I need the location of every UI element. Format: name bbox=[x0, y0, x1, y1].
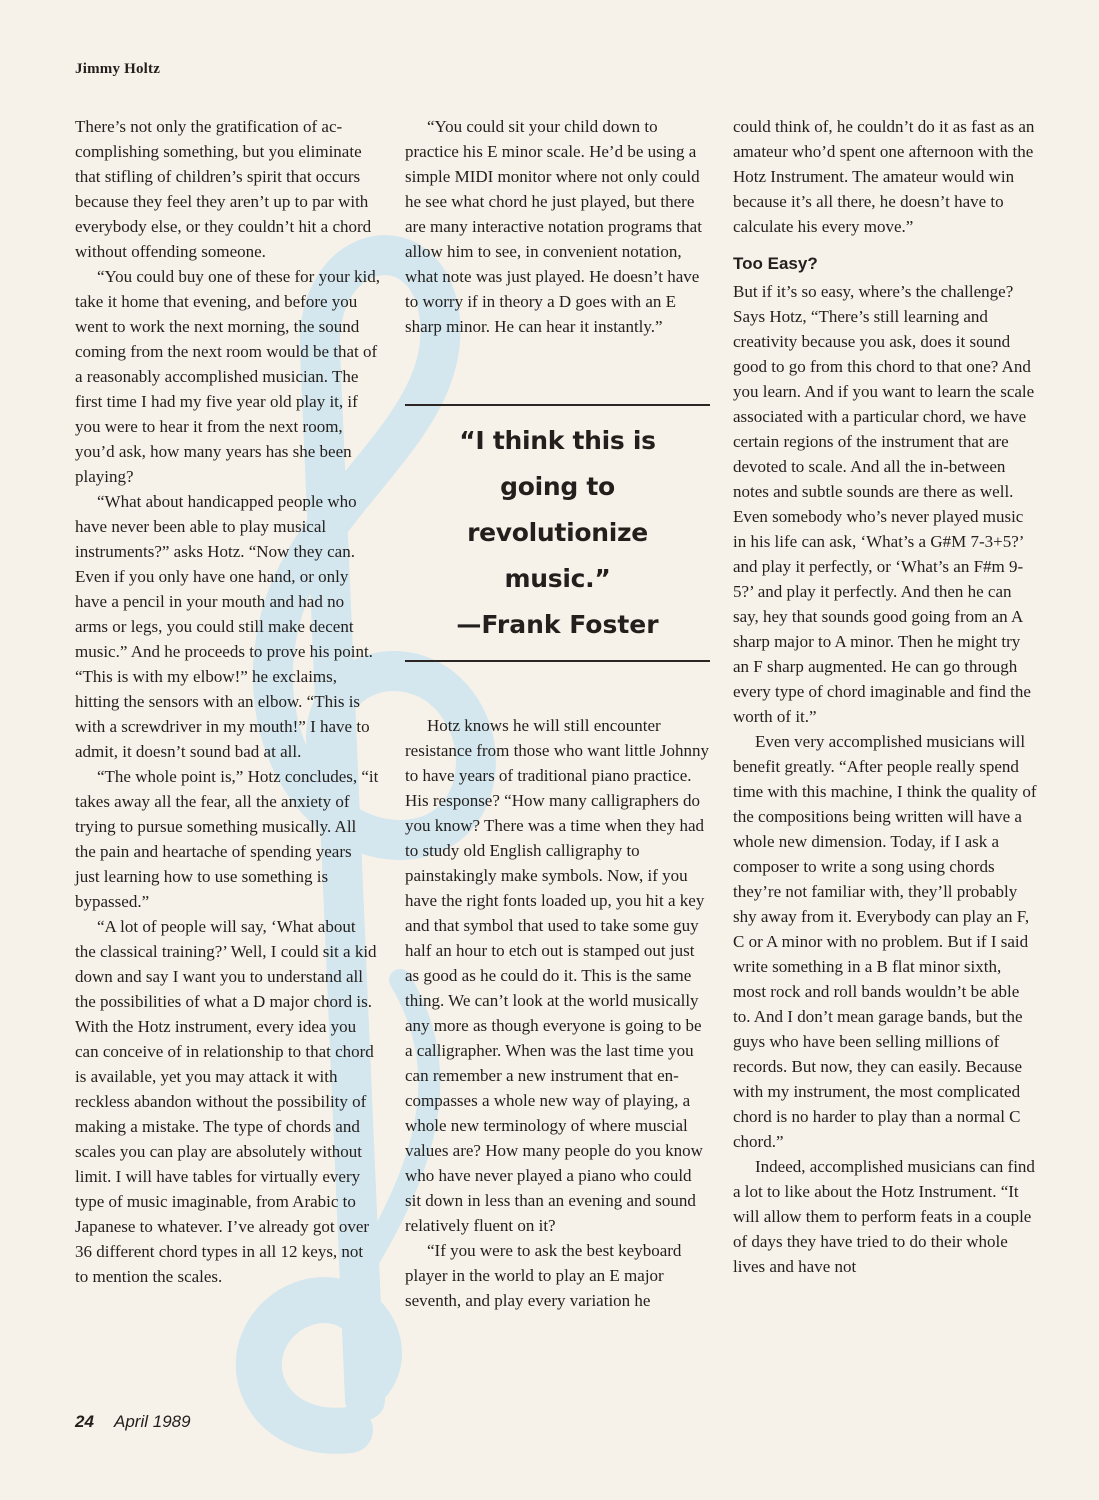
pull-quote-attribution: —Frank Foster bbox=[456, 610, 659, 639]
running-head: Jimmy Holtz bbox=[75, 61, 161, 77]
section-heading: Too Easy? bbox=[733, 254, 818, 273]
column-3 bbox=[733, 114, 1038, 1279]
paragraph: “You could buy one of these for your kid, take it home that evening, and before you went to work the next morning, the sound coming from the next room would be that of a reasonably accomplished musician. The first time I had my five year old play it, if you were to hear it from the next room, you’d ask, how many years has she been playing? bbox=[75, 267, 380, 486]
paragraph: “A lot of people will say, ‘What about the classical training?’ Well, I could sit a kid down and say I want you to understand all the possibilities of what a D major chord is. With the Hotz instrument, every idea you can conceive of in relationship to that chord is available, yet you may attack it with reckless abandon without the possibility of making a mistake. The type of chords and scales you can play are absolutely without limit. I will have tables for virtually every type of music imaginable, from Arabic to Japanese to whatever. I’ve already got over 36 different chord types in all 12 keys, not to mention the scales. bbox=[75, 917, 377, 1286]
issue-date: April 1989 bbox=[114, 1412, 191, 1431]
paragraph: “You could sit your child down to practice his E minor scale. He’d be using a simple MIDI monitor where not only could he see what chord he just played, but there are many interactive notation programs that allow him to see, in convenient notation, what note was just played. He doesn’t have to worry if in theory a D goes with an E sharp minor. He can hear it instantly.” bbox=[405, 117, 702, 336]
pull-quote-text: “I think this is going to revolutionize music.” bbox=[459, 426, 656, 593]
paragraph: “What about handicapped people who have never been able to play musical instruments?” asks Hotz. “Now they can. Even if you only have one hand, or only have a pencil in your mouth and had no arms or legs, you could still make decent music.” And he proceeds to prove his point. “This is with my elbow!” he exclaims, hitting the sensors with an elbow. “This is with a screwdriver in my mouth!” I have to admit, it doesn’t sound bad at all. bbox=[75, 492, 373, 761]
paragraph: Even very accomplished musicians will benefit greatly. “After people really spend time with this machine, I think the quality of the compositions being written will have a whole new dimension. Today, if I ask a composer to write a song using chords they’re not familiar with, they’ll probably shy away from it. Everybody can play an F, C or A minor with no problem. But if I said write something in a B flat minor sixth, most rock and roll bands wouldn’t be able to. And I don’t mean garage bands, but the guys who have been selling millions of records. But now, they can easily. Because with my instrument, the most complicated chord is no harder to play than a normal C chord.” bbox=[733, 732, 1037, 1151]
paragraph: Indeed, accomplished musicians can find a lot to like about the Hotz Instrument. “It will allow them to perform feats in a couple of days they have tried to do their whole lives and have not bbox=[733, 1157, 1035, 1276]
paragraph: But if it’s so easy, where’s the challenge? Says Hotz, “There’s still learning and creativity because you ask, does it sound good to go from this chord to that one? And you learn. And if you want to learn the scale associated with a particular chord, we have certain regions of the instrument that are devoted to scale. And all the in-between notes and subtle sounds are there as well. Even somebody who’s never played music in his life can ask, ‘What’s a G#M 7-3+5?’ and play it perfectly, or ‘What’s an F#m 9-5?’ and play it perfectly. And then he can say, hey that sounds good going from an A sharp major to A minor. Then he might try an F sharp augmented. He can go through every type of chord imaginable and find the worth of it.” bbox=[733, 282, 1035, 726]
column-2-top bbox=[405, 114, 710, 339]
pull-quote bbox=[405, 404, 710, 662]
paragraph: “The whole point is,” Hotz concludes, “it takes away all the fear, all the anxiety of trying to pursue something musically. All the pain and heartache of spending years just learning how to use something is bypassed.” bbox=[75, 767, 379, 911]
paragraph: Hotz knows he will still encounter resistance from those who want little Johnny to have years of traditional piano practice. His response? “How many calligraphers do you know? There was a time when they had to study old English calligraphy to painstakingly make symbols. Now, if you have the right fonts loaded up, you hit a key and that symbol that used to take some guy half an hour to etch out is stamped out just as good as he could do it. This is the same thing. We can’t look at the world musically any more as though everyone is going to be a calligrapher. When was the last time you can remember a new instrument that encompasses a whole new way of playing, a whole new terminology of where muscial values are? How many people do you know who have never played a piano who could sit down in less than an evening and sound relatively fluent on it? bbox=[405, 716, 710, 1235]
page-footer bbox=[75, 1412, 191, 1432]
page-number: 24 bbox=[75, 1412, 94, 1431]
paragraph-continued: could think of, he couldn’t do it as fast as an amateur who’d spent one afternoon with the Hotz Instrument. The amateur would win because it’s all there, he doesn’t have to calculate his every move.” bbox=[733, 117, 1035, 236]
column-1 bbox=[75, 114, 380, 1289]
column-2-bottom bbox=[405, 713, 710, 1313]
paragraph: “If you were to ask the best keyboard player in the world to play an E major seventh, and play every variation he bbox=[405, 1241, 682, 1310]
paragraph: There’s not only the gratification of accomplishing something, but you eliminate that stifling of children’s spirit that occurs because they feel they aren’t up to par with everybody else, or they couldn’t hit a chord without offending someone. bbox=[75, 117, 372, 261]
